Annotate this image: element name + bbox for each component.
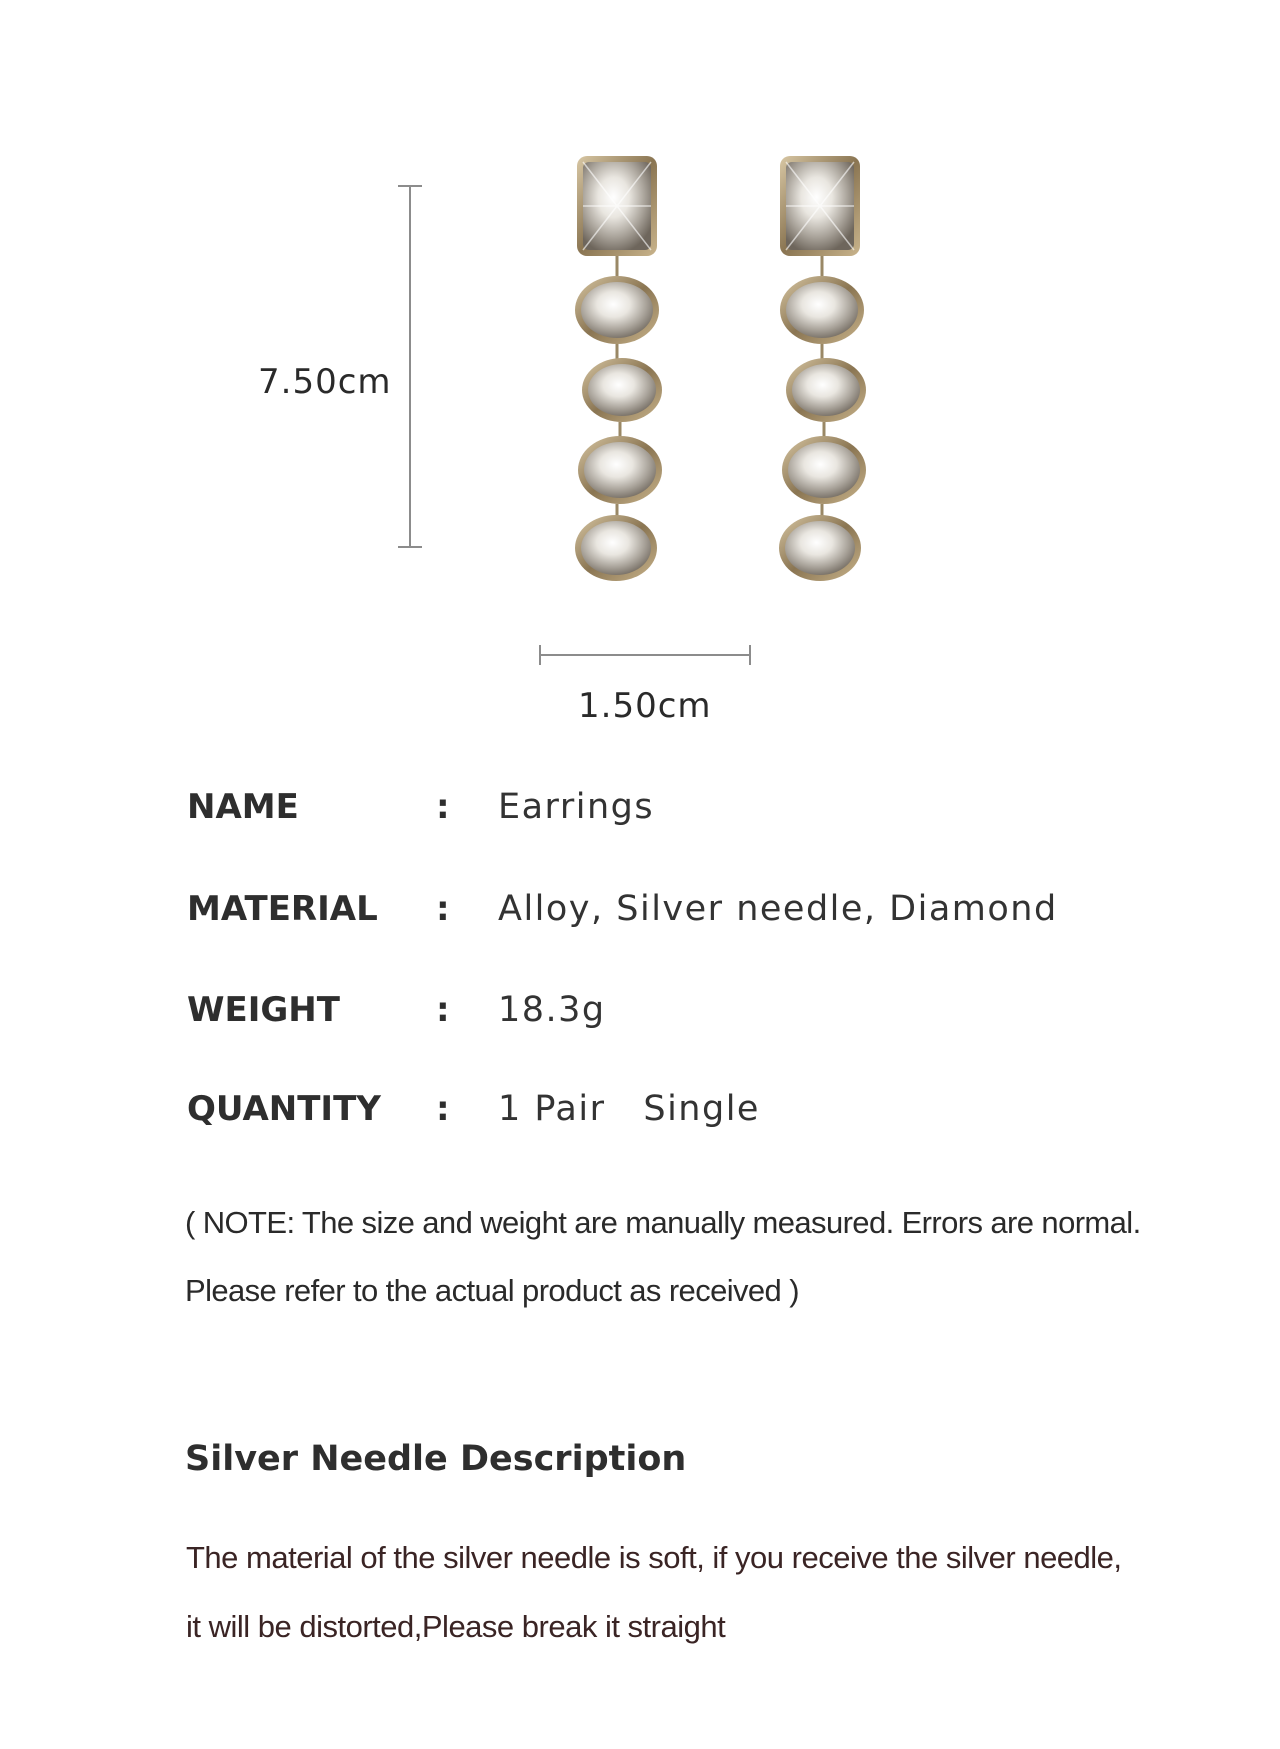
width-dimension-label: 1.50cm [578, 686, 712, 726]
spec-value-quantity: 1 Pair Single [498, 1089, 760, 1129]
silver-needle-title: Silver Needle Description [185, 1439, 687, 1479]
height-dimension-label: 7.50cm [258, 362, 392, 402]
height-dimension-cap-top [398, 185, 422, 187]
right-earring [779, 156, 866, 581]
spec-key-material: MATERIAL [187, 889, 378, 929]
spec-colon: : [436, 990, 450, 1030]
spec-colon: : [436, 889, 450, 929]
spec-key-quantity: QUANTITY [187, 1089, 381, 1129]
spec-key-name: NAME [187, 787, 299, 827]
silver-needle-desc-line1: The material of the silver needle is soft, if you receive the silver needle, [186, 1540, 1122, 1575]
spec-value-material: Alloy, Silver needle, Diamond [498, 889, 1058, 929]
measurement-note-line1: ( NOTE: The size and weight are manually measured. Errors are normal. [185, 1205, 1141, 1240]
height-dimension-line [409, 185, 411, 547]
height-dimension-cap-bottom [398, 546, 422, 548]
width-dimension-cap-right [749, 645, 751, 665]
left-earring [575, 156, 662, 581]
measurement-note-line2: Please refer to the actual product as received ) [185, 1273, 799, 1308]
spec-colon: : [436, 787, 450, 827]
width-dimension-line [540, 654, 750, 656]
width-dimension-cap-left [539, 645, 541, 665]
spec-value-name: Earrings [498, 787, 655, 827]
spec-value-weight: 18.3g [498, 990, 606, 1030]
silver-needle-desc-line2: it will be distorted,Please break it straight [186, 1609, 726, 1644]
spec-key-weight: WEIGHT [187, 990, 340, 1030]
spec-colon: : [436, 1089, 450, 1129]
earrings-product-image [560, 150, 890, 585]
